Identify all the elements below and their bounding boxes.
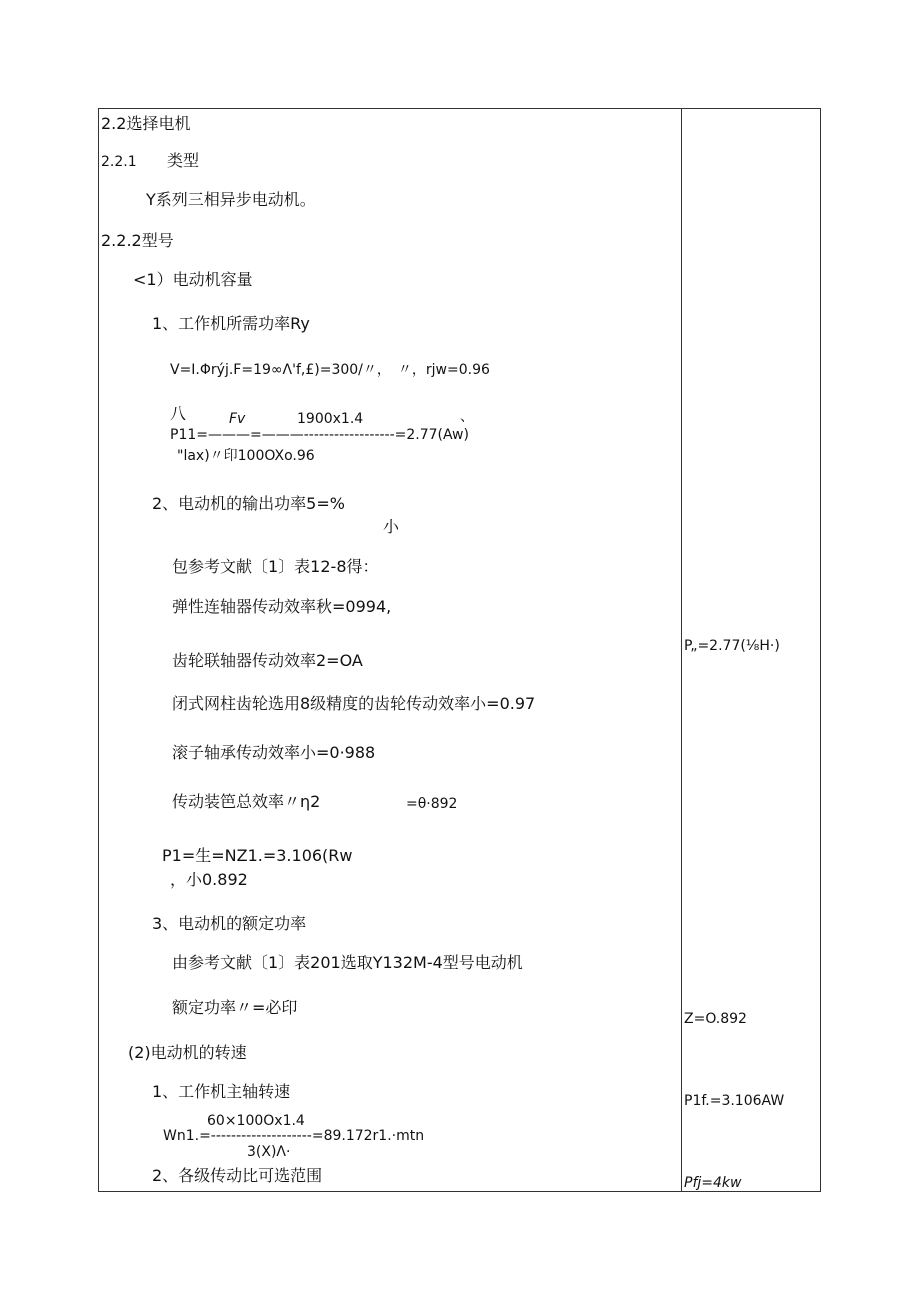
output-power-denominator: ，小0.892 xyxy=(170,870,248,889)
side-result-efficiency: Z=O.892 xyxy=(684,1011,747,1027)
section-title-type: 类型 xyxy=(167,151,200,170)
gear-coupling-efficiency: 齿轮联轴器传动效率2=OA xyxy=(172,651,363,670)
output-power-subscript: 小 xyxy=(383,517,400,536)
formula-mark: 、 xyxy=(460,409,474,425)
section-number-2-2-1: 2.2.1 xyxy=(101,154,137,170)
section-heading-2-2: 2.2选择电机 xyxy=(101,114,191,133)
motor-capacity-heading: <1）电动机容量 xyxy=(133,270,253,289)
side-result-output-power: P1f.=3.106AW xyxy=(684,1093,785,1109)
formula-denominator: "lax)〃印100OXo.96 xyxy=(177,448,315,464)
speed-formula-denominator: 3(X)Λ· xyxy=(247,1144,291,1160)
transmission-ratio-heading: 2、各级传动比可选范围 xyxy=(152,1166,323,1185)
bearing-efficiency: 滚子轴承传动效率小=0·988 xyxy=(172,743,376,762)
speed-formula-numerator: 60×100Ox1.4 xyxy=(207,1113,305,1129)
motor-series-text: Y系列三相异步电动机。 xyxy=(146,190,316,209)
total-efficiency-label: 传动装笆总效率〃η2 xyxy=(172,792,321,811)
section-heading-2-2-2: 2.2.2型号 xyxy=(101,231,174,250)
working-power-formula: P11=———=———------------------=2.77(Aw) xyxy=(170,427,469,443)
side-result-required-power: P„=2.77(⅛H·) xyxy=(684,638,780,654)
speed-formula: Wn1.=--------------------=89.172r1.·mtn xyxy=(163,1128,425,1144)
motor-speed-heading: (2)电动机的转速 xyxy=(128,1043,247,1062)
formula-numerator-symbol: 八 xyxy=(170,404,187,423)
coupling-efficiency: 弹性连轴器传动效率秋=0994, xyxy=(172,597,392,616)
working-power-heading: 1、工作机所需功率Ry xyxy=(152,314,310,333)
formula-numerator-value: 1900x1.4 xyxy=(297,411,364,427)
spindle-speed-heading: 1、工作机主轴转速 xyxy=(152,1082,291,1101)
rated-power-text: 额定功率〃=必印 xyxy=(172,998,298,1017)
formula-numerator-fv: Fv xyxy=(229,411,246,427)
motor-selection-text: 由参考文献〔1〕表201选取Y132M-4型号电动机 xyxy=(172,953,523,972)
velocity-formula: V=I.Φrýj.F=19∞Λ'f,£)=300/〃， 〃，rjw=0.96 xyxy=(170,362,490,378)
side-result-rated-power: Pfj=4kw xyxy=(684,1175,742,1191)
reference-table-text: 包参考文献〔1〕表12-8得： xyxy=(172,557,379,576)
rated-power-heading: 3、电动机的额定功率 xyxy=(152,914,307,933)
output-power-formula: P1=生=NZ1.=3.106(Rw xyxy=(162,846,353,865)
gear-transmission-efficiency: 闭式网柱齿轮选用8级精度的齿轮传动效率小=0.97 xyxy=(172,694,536,713)
column-divider xyxy=(681,108,682,1192)
output-power-heading: 2、电动机的输出功率5=% xyxy=(152,494,345,513)
total-efficiency-value: =θ·892 xyxy=(406,796,458,812)
